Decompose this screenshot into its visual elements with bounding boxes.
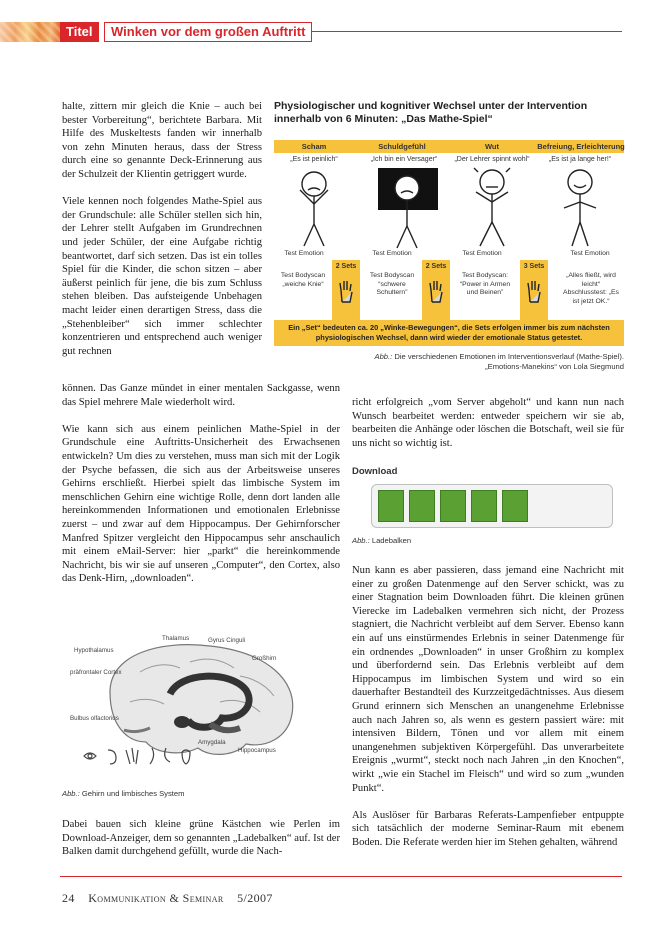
loading-bar-cell	[471, 490, 497, 522]
emotion-label: Schuldgefühl	[378, 142, 426, 151]
article-title: Winken vor dem großen Auftritt	[104, 22, 312, 42]
loading-bar	[371, 484, 613, 528]
sets-box	[422, 260, 450, 322]
brain-label: Großhirn	[252, 655, 277, 662]
waving-hand-icon	[525, 278, 543, 304]
sets-label: 2 Sets	[425, 263, 447, 270]
emotion-quote: „Ich bin ein Versager“	[370, 156, 438, 163]
brain-label: Hippocampus	[238, 747, 276, 754]
footer-rule	[60, 876, 622, 877]
paragraph: Wie kann sich aus einem peinlichen Mathe-Spiel in der Grundschule eine Auftritts-Unsicherheit des Erwachsenen entwickeln? Um dies zu verstehen, muss man sich mit der Logik der Psyche befassen, die sich aus der Arbeitsweise unseres Gehirns erschließt. Hierbei spielt das limbische System im menschlichen Gehirn eine wichtige Rolle, denn dort landen alle hereinkommenden Informationen und emotionalen Erlebnisse zuerst – und zwar auf dem Hippocampus. Der Gehirnforscher Manfred Spitzer vergleicht den Hippocampus sehr anschaulich mit einem eMail-Server: hier „parkt“ die hereinkommende Nachricht, bis wir sie auf unseren „Computer“, den Cortex, also das Denk-Hirn, „downloaden“.	[62, 423, 340, 585]
emotion-label: Befreiung, Erleichterung	[537, 142, 625, 151]
bodyscan-text: Test Bodyscan: “Power in Armen und Beinen”	[459, 272, 511, 297]
left-column-bottom	[62, 382, 340, 600]
left-column-end	[62, 818, 340, 872]
sets-label: 2 Sets	[335, 263, 357, 270]
bodyscan-text: Test Bodyscan „weiche Knie“	[280, 272, 326, 288]
figure-footer-note: Ein „Set“ bedeuten ca. 20 „Winke-Bewegungen“, die Sets erfolgen immer bis zum nächsten physiologischen Wechsel, dann wird wieder der emotionale Status getestet.	[274, 320, 624, 346]
emotion-figure	[274, 100, 625, 371]
mannequin-relief-icon	[564, 170, 596, 246]
loading-bar-cell	[409, 490, 435, 522]
emotion-quote: „Der Lehrer spinnt wohl“	[454, 156, 530, 163]
figure-caption: Abb.: Die verschiedenen Emotionen im Interventionsverlauf (Mathe-Spiel). „Emotions-Manekins“ von Lola Siegmund	[374, 352, 624, 371]
mannequin-shame-icon	[300, 172, 328, 246]
paragraph: Viele kennen noch folgendes Mathe-Spiel aus der Grundschule: alle Schüler stellen sich hin, der Lehrer stellt Aufgaben im Grundrechnen und jeder Schüler, der eine Aufgabe richtig beantwortet, darf sich setzen. Das ist ein tolles Spiel für die Kinder, die schon sitzen – aber äußerst peinlich für jene, die bis zum Schluss stehen bleiben. Das aufsteigende Unbehagen macht leider einen derartigen Stress, dass die „Stehenbleiber“ sich immer schlechter konzentrieren und entsprechend auch weniger gut rechnen	[62, 196, 262, 357]
paragraph: richt erfolgreich „vom Server abgeholt“ und kann nun nach Wunsch bearbeitet werden: entweder speichern wir sie ab, bearbeiten die Anhänge oder löschen die Botschaft, weil sie für uns nicht so wichtig ist.	[352, 397, 624, 449]
test-emotion-label: Test Emotion	[462, 250, 502, 257]
issue-number: 5/2007	[237, 891, 273, 905]
brain-illustration	[70, 632, 310, 772]
sets-box	[520, 260, 548, 322]
download-label: Download	[352, 466, 398, 477]
bodyscan-text: „Alles fließt, wird leicht“ Abschlusstest: „Es ist jetzt OK.“	[563, 272, 619, 305]
waving-hand-icon	[337, 278, 355, 304]
mannequin-guilt-icon	[378, 168, 438, 248]
waving-hand-icon	[427, 278, 445, 304]
mannequin-illustrations	[274, 166, 624, 252]
bodyscan-text: Test Bodyscan “schwere Schultern”	[369, 272, 415, 297]
brain-label: Thalamus	[162, 635, 190, 642]
figure-title: Physiologischer und kognitiver Wechsel unter der Intervention innerhalb von 6 Minuten: „Das Mathe-Spiel“	[274, 100, 588, 125]
paragraph: Als Auslöser für Barbaras Referats-Lampenfieber entpuppte sich tatsächlich der moderne Seminar-Raum mit ebenem Boden. Die Referate werden hier im Stehen gehalten, während	[352, 809, 624, 848]
emotion-header-row	[274, 140, 624, 153]
emotion-label: Wut	[484, 142, 500, 151]
mannequin-anger-icon	[474, 168, 510, 246]
paragraph: halte, zittern mir gleich die Knie – auch bei bester Vorbereitung“, berichtete Barbara. Mit Hilfe des Muskeltests fanden wir innerhalb von zehn Minuten heraus, dass der Stress durch eine so genannte Deck-Erinnerung aus der Schulzeit der Klientin getriggert wurde.	[62, 101, 262, 180]
header-ornament	[0, 22, 60, 42]
test-emotion-label: Test Emotion	[284, 250, 324, 257]
loading-bar-cell	[502, 490, 528, 522]
brain-label: Bulbus olfactorius	[70, 715, 119, 722]
left-column-top	[62, 100, 262, 358]
brain-label: Gyrus Cinguli	[208, 637, 246, 644]
emotion-quote: „Es ist peinlich“	[290, 156, 338, 163]
section-label: Titel	[60, 22, 99, 42]
loading-bar-caption: Abb.: Ladebalken	[352, 536, 412, 545]
right-column-top	[352, 396, 624, 464]
paragraph: Nun kann es aber passieren, dass jemand eine Nachricht mit einer zu großen Datenmenge auf den Server schickt, was zu einer Stagnation beim Downloaden führt. Die kleinen grünen Vierecke im Ladebalken vermehren sich nicht, der Prozess stagniert, die Nachricht verbleibt auf dem Server. Ebenso kann ein auf uns einstürmendes Erlebnis in seiner Datenmenge für ein ordnendes „Downloaden“ in unser Großhirn zu komplex und überfordernd sein. Das Erlebnis verbleibt auf dem Hippocampus im limbischen System und wird so ein dauerhafter Bestandteil des Kurzzeitgedächtnisses. Aus diesem Grund erinnern sich Menschen an unangenehme Erlebnisse auch nach Jahren so, als wenn es gestern passiert wäre: mit intensiven Bildern, Tönen und vor allem mit einem unangenehmen subjektiven Körpergefühl. Das unverarbeitete Ereignis „wurmt“, steckt noch nach Jahren „in den Knochen“, wirkt „wie ein Stachel im Fleisch“ und wird so zum „wunden Punkt“.	[352, 565, 624, 794]
loading-bar-cell	[378, 490, 404, 522]
magazine-name: Kommunikation & Seminar	[88, 891, 224, 905]
page-footer	[62, 891, 273, 906]
brain-label: präfrontaler Cortex	[70, 669, 122, 676]
loading-bar-cell	[440, 490, 466, 522]
brain-label: Amygdala	[198, 739, 226, 746]
sets-box	[332, 260, 360, 322]
page-number: 24	[62, 891, 75, 905]
header-rule	[312, 31, 622, 32]
emotion-label: Scham	[301, 142, 327, 151]
right-column-bottom	[352, 564, 624, 863]
emotion-quote: „Es ist ja lange her!“	[548, 156, 612, 163]
brain-caption: Abb.: Gehirn und limbisches System	[62, 789, 185, 798]
brain-label: Hypothalamus	[74, 647, 114, 654]
test-emotion-label: Test Emotion	[372, 250, 412, 257]
sets-label: 3 Sets	[523, 263, 545, 270]
paragraph: können. Das Ganze mündet in einer mentalen Sackgasse, wenn das Spiel mehrere Male wiederholt wird.	[62, 383, 340, 408]
paragraph: Dabei bauen sich kleine grüne Kästchen wie Perlen im Download-Anzeiger, dem so genannten „Ladebalken“ auf. Ist der Balken damit durchgehend gefüllt, wurde die Nach-	[62, 819, 340, 858]
test-emotion-label: Test Emotion	[570, 250, 610, 257]
